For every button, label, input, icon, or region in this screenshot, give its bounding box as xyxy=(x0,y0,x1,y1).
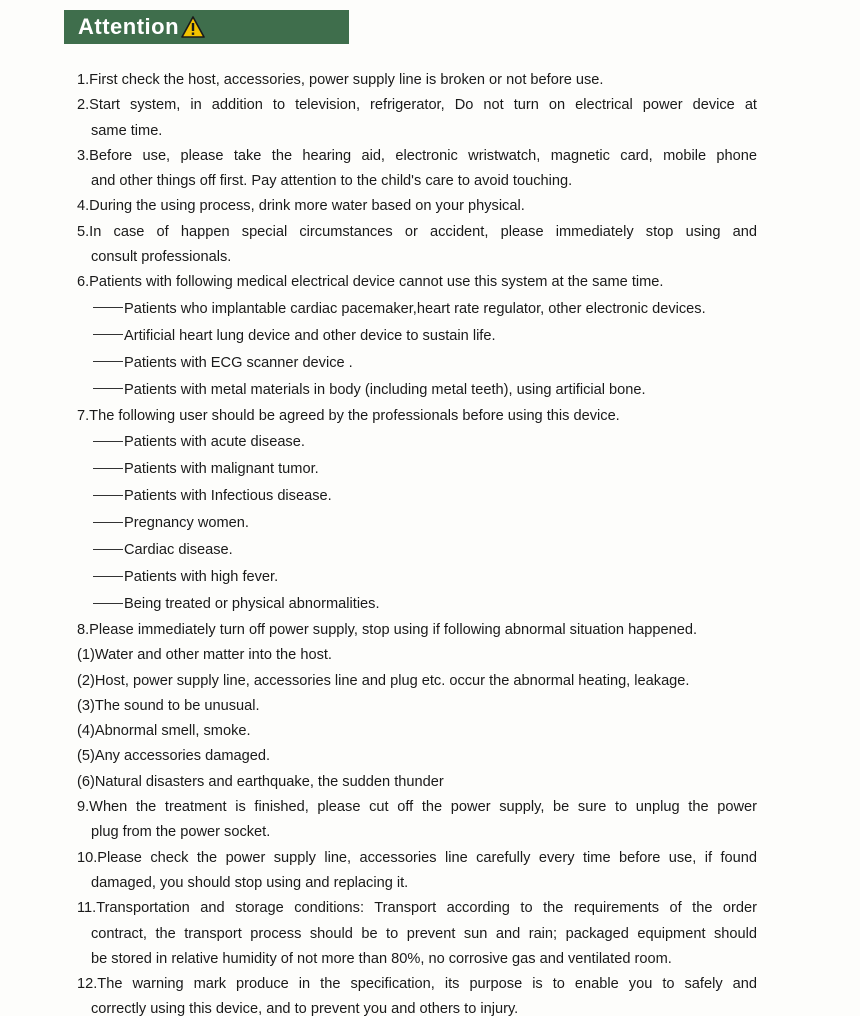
list-item-line: plug from the power socket. xyxy=(91,824,271,841)
list-item-line: damaged, you should stop using and replacing it. xyxy=(91,874,409,891)
sub-list-item xyxy=(77,323,757,350)
list-item-line: 5.In case of happen special circumstances or accident, please immediately stop using and xyxy=(77,223,757,240)
dash-bullet xyxy=(93,307,123,308)
list-item-line: 8.Please immediately turn off power supply, stop using if following abnormal situation happened. xyxy=(77,621,698,638)
sub-list-item-text: Patients with malignant tumor. xyxy=(124,460,319,477)
list-item-line: (1)Water and other matter into the host. xyxy=(77,647,332,664)
sub-list-item xyxy=(77,429,757,456)
dash-bullet xyxy=(93,468,123,469)
sub-list-item-text: Patients with high fever. xyxy=(124,568,279,585)
list-item-line: 9.When the treatment is finished, please cut off the power supply, be sure to unplug the power xyxy=(77,799,757,816)
header-title: Attention xyxy=(78,14,180,39)
sub-list-item-text: Pregnancy women. xyxy=(124,514,249,531)
dash-bullet xyxy=(93,495,123,496)
list-item-line: correctly using this device, and to prevent you and others to injury. xyxy=(91,1001,519,1018)
sub-list-item-text: Being treated or physical abnormalities. xyxy=(124,595,380,612)
sub-list-item xyxy=(77,510,757,537)
list-item-line: (5)Any accessories damaged. xyxy=(77,748,271,765)
list-item-line: 7.The following user should be agreed by the professionals before using this device. xyxy=(77,407,620,424)
warning-triangle-icon xyxy=(181,16,205,38)
list-item-line: 4.During the using process, drink more water based on your physical. xyxy=(77,198,525,215)
list-item-line: and other things off first. Pay attention to the child's care to avoid touching. xyxy=(91,173,573,190)
sub-list-item xyxy=(77,483,757,510)
list-item-line: consult professionals. xyxy=(91,249,232,266)
list-item-line: (2)Host, power supply line, accessories line and plug etc. occur the abnormal heating, leakage. xyxy=(77,672,690,689)
list-item-line: 6.Patients with following medical electrical device cannot use this system at the same time. xyxy=(77,274,664,291)
sub-list-item xyxy=(77,350,757,377)
sub-list-item xyxy=(77,456,757,483)
list-item-line: 1.First check the host, accessories, power supply line is broken or not before use. xyxy=(77,72,604,88)
sub-list-item-text: Patients with Infectious disease. xyxy=(124,487,332,504)
list-item-line: (6)Natural disasters and earthquake, the sudden thunder xyxy=(77,773,444,790)
sub-list-item-text: Artificial heart lung device and other device to sustain life. xyxy=(124,327,496,344)
dash-bullet xyxy=(93,603,123,604)
list-item-line: contract, the transport process should be to prevent sun and rain; packaged equipment should xyxy=(91,925,757,942)
dash-bullet xyxy=(93,388,123,389)
sub-list-item-text: Patients with metal materials in body (including metal teeth), using artificial bone. xyxy=(124,381,646,398)
attention-list xyxy=(77,68,757,1023)
sub-list-item xyxy=(77,564,757,591)
list-item-line: 2.Start system, in addition to television, refrigerator, Do not turn on electrical power device at xyxy=(77,97,757,114)
list-item-line: 3.Before use, please take the hearing aid, electronic wristwatch, magnetic card, mobile phone xyxy=(77,147,757,164)
sub-list-item-text: Patients who implantable cardiac pacemaker,heart rate regulator, other electronic devices. xyxy=(124,300,706,317)
sub-list-item xyxy=(77,296,757,323)
sub-list-item xyxy=(77,537,757,564)
list-item-line: 12.The warning mark produce in the specification, its purpose is to enable you to safely and xyxy=(77,976,757,993)
list-item-line: same time. xyxy=(91,122,163,139)
dash-bullet xyxy=(93,361,123,362)
dash-bullet xyxy=(93,441,123,442)
dash-bullet xyxy=(93,549,123,550)
attention-header xyxy=(64,10,349,44)
dash-bullet xyxy=(93,522,123,523)
dash-bullet xyxy=(93,576,123,577)
list-item-line: 11.Transportation and storage conditions: Transport according to the requirements of the order xyxy=(77,900,757,917)
list-item-line: 10.Please check the power supply line, accessories line carefully every time before use, if found xyxy=(77,849,757,866)
sub-list-item-text: Patients with ECG scanner device . xyxy=(124,354,353,371)
list-item-line: (4)Abnormal smell, smoke. xyxy=(77,723,251,740)
sub-list-item xyxy=(77,377,757,404)
sub-list-item xyxy=(77,591,757,618)
list-item-line: (3)The sound to be unusual. xyxy=(77,697,260,714)
sub-list-item-text: Cardiac disease. xyxy=(124,541,233,558)
dash-bullet xyxy=(93,334,123,335)
list-item-line: be stored in relative humidity of not more than 80%, no corrosive gas and ventilated room. xyxy=(91,950,672,967)
sub-list-item-text: Patients with acute disease. xyxy=(124,433,305,450)
